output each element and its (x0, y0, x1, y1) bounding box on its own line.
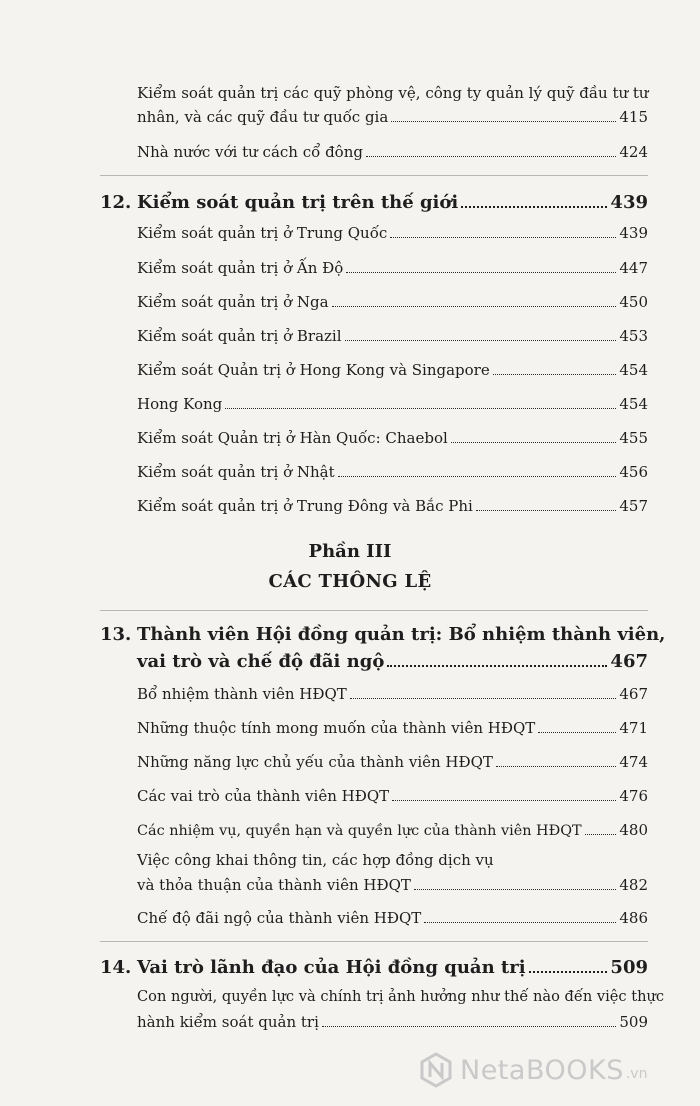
chapter-number: 12. (100, 192, 132, 213)
toc-entry-label: nhân, và các quỹ đầu tư quốc gia (137, 108, 389, 126)
page-number: 456 (619, 463, 648, 481)
toc-entry[interactable] (137, 323, 648, 345)
dot-leader (414, 889, 616, 890)
toc-entry-label: và thỏa thuận của thành viên HĐQT (137, 876, 411, 894)
chapter-heading[interactable] (100, 952, 648, 978)
page-number: 439 (619, 224, 648, 242)
page-number: 454 (619, 361, 648, 379)
toc-entry[interactable] (137, 425, 648, 447)
page-number: 509 (610, 957, 648, 978)
dot-leader (529, 971, 608, 973)
page-number: 415 (619, 108, 648, 126)
netabooks-logo-icon (418, 1052, 454, 1088)
page-number: 424 (619, 143, 648, 161)
toc-entry-label: Nhà nước với tư cách cổ đông (137, 143, 363, 161)
toc-entry[interactable] (137, 459, 648, 481)
toc-entry[interactable] (137, 357, 648, 379)
toc-entry-label: Chế độ đãi ngộ của thành viên HĐQT (137, 909, 422, 927)
dot-leader (390, 237, 616, 238)
page-number: 471 (619, 719, 648, 737)
toc-entry-label: Các nhiệm vụ, quyền hạn và quyền lực của thành viên HĐQT (137, 823, 582, 839)
toc-entry[interactable] (137, 872, 648, 894)
chapter-number: 13. (100, 624, 132, 645)
page-number: 467 (610, 651, 648, 672)
toc-entry-line: Việc công khai thông tin, các hợp đồng dịch vụ (137, 851, 494, 869)
page-number: 486 (619, 909, 648, 927)
page-number: 476 (619, 787, 648, 805)
dot-leader (585, 834, 617, 835)
chapter-heading[interactable] (137, 646, 648, 672)
page-number: 509 (619, 1013, 648, 1031)
toc-entry-label: Các vai trò của thành viên HĐQT (137, 787, 390, 805)
page-number: 467 (619, 685, 648, 703)
toc-entry[interactable] (137, 255, 648, 277)
toc-entry-label: Hong Kong (137, 395, 223, 413)
watermark-logo (418, 1052, 647, 1088)
toc-entry-label: Kiểm soát quản trị ở Nhật (137, 463, 335, 481)
toc-entry[interactable] (137, 715, 648, 737)
toc-entry[interactable] (137, 749, 648, 771)
dot-leader (350, 698, 617, 699)
chapter-title-cont: vai trò và chế độ đãi ngộ (137, 651, 385, 672)
toc-entry-line: Con người, quyền lực và chính trị ảnh hưởng như thế nào đến việc thực (137, 988, 665, 1005)
toc-entry-label: Những thuộc tính mong muốn của thành viên HĐQT (137, 719, 536, 737)
watermark-brand: NetaBOOKS (460, 1054, 624, 1086)
toc-entry[interactable] (137, 905, 648, 927)
page-number: 447 (619, 259, 648, 277)
chapter-title: Kiểm soát quản trị trên thế giới (137, 192, 459, 213)
toc-entry[interactable] (137, 817, 648, 839)
page-number: 453 (619, 327, 648, 345)
part-label: Phần III (308, 541, 392, 562)
toc-entry-label: Kiểm soát quản trị ở Ấn Độ (137, 259, 344, 277)
page-number: 482 (619, 876, 648, 894)
page-number: 480 (619, 821, 648, 839)
dot-leader (392, 800, 616, 801)
toc-entry[interactable] (137, 681, 648, 703)
toc-entry[interactable] (137, 220, 648, 242)
chapter-number: 14. (100, 957, 132, 978)
dot-leader (338, 476, 617, 477)
dot-leader (322, 1026, 616, 1027)
toc-entry[interactable] (137, 104, 648, 126)
dot-leader (496, 766, 616, 767)
toc-entry-label: Bổ nhiệm thành viên HĐQT (137, 685, 347, 703)
dot-leader (346, 272, 616, 273)
dot-leader (366, 156, 616, 157)
toc-entry-line: Kiểm soát quản trị các quỹ phòng vệ, công ty quản lý quỹ đầu tư tư (137, 84, 649, 102)
dot-leader (451, 442, 617, 443)
dot-leader (493, 374, 617, 375)
watermark-suffix: .vn (625, 1066, 648, 1082)
toc-entry-label: Kiểm soát quản trị ở Trung Đông và Bắc Phi (137, 497, 473, 515)
divider (100, 941, 648, 942)
dot-leader (461, 206, 607, 208)
chapter-heading[interactable] (100, 187, 648, 213)
toc-entry[interactable] (137, 493, 648, 515)
chapter-title: Thành viên Hội đồng quản trị: Bổ nhiệm thành viên, (137, 624, 666, 645)
chapter-title: Vai trò lãnh đạo của Hội đồng quản trị (137, 957, 526, 978)
toc-entry-label: Những năng lực chủ yếu của thành viên HĐQT (137, 753, 493, 771)
toc-entry-label: Kiểm soát quản trị ở Brazil (137, 327, 342, 345)
toc-entry-label: Kiểm soát Quản trị ở Hàn Quốc: Chaebol (137, 429, 448, 447)
toc-entry-label: Kiểm soát quản trị ở Nga (137, 293, 329, 311)
dot-leader (538, 732, 616, 733)
dot-leader (391, 121, 616, 122)
page-number: 474 (619, 753, 648, 771)
page-number: 457 (619, 497, 648, 515)
dot-leader (476, 510, 617, 511)
divider (100, 610, 648, 611)
toc-entry[interactable] (137, 783, 648, 805)
page-number: 455 (619, 429, 648, 447)
page-number: 450 (619, 293, 648, 311)
page-number: 439 (610, 192, 648, 213)
toc-entry-label: hành kiểm soát quản trị (137, 1013, 319, 1031)
dot-leader (345, 340, 617, 341)
toc-entry[interactable] (137, 391, 648, 413)
toc-entry[interactable] (137, 289, 648, 311)
toc-entry-label: Kiểm soát Quản trị ở Hong Kong và Singapore (137, 361, 490, 379)
dot-leader (387, 665, 607, 667)
part-title: CÁC THÔNG LỆ (268, 571, 432, 592)
dot-leader (225, 408, 616, 409)
toc-entry[interactable] (137, 1009, 648, 1031)
dot-leader (424, 922, 616, 923)
toc-entry-label: Kiểm soát quản trị ở Trung Quốc (137, 224, 388, 242)
page-number: 454 (619, 395, 648, 413)
toc-entry[interactable] (137, 139, 648, 161)
divider (100, 175, 648, 176)
dot-leader (332, 306, 617, 307)
chapter-heading-line[interactable] (100, 624, 665, 645)
